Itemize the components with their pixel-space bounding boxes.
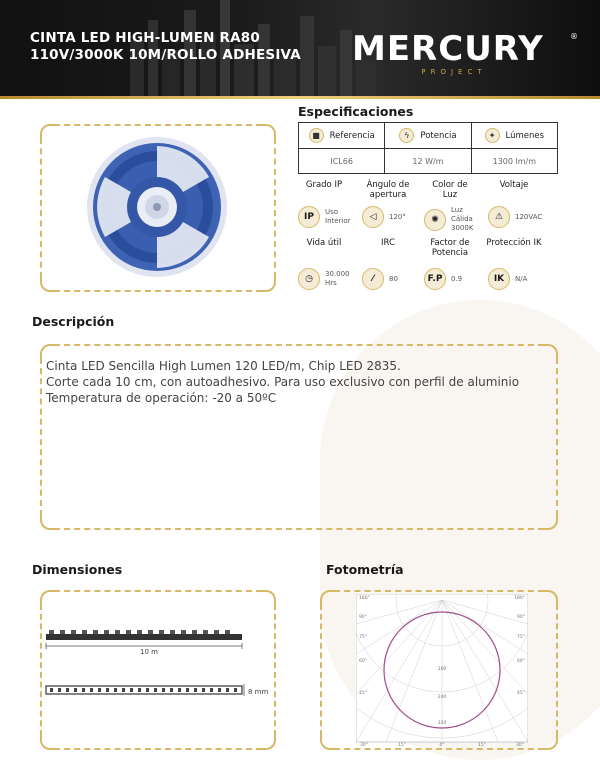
angle-label: 60° [517,659,525,664]
spec-value: 12 W/m [384,149,470,173]
light-color-icon: ✺ [424,209,446,231]
description-text [46,358,546,406]
attribute-value: 80 [389,274,398,283]
angle-label: 0° [439,743,445,746]
attribute-value-group [424,206,473,233]
led-reel-image [84,134,230,280]
spec-header-row [299,123,557,148]
attribute-label: Ángulo de apertura [366,180,410,200]
photometry-heading: Fotometría [326,562,404,577]
product-image-frame [40,124,276,292]
attribute-value-group [488,268,527,290]
attribute-label: Voltaje [499,180,529,190]
description-line: Cinta LED Sencilla High Lumen 120 LED/m, Chip LED 2835. [46,359,401,373]
specs-heading: Especificaciones [298,104,414,119]
attribute-label: Factor de Potencia [430,238,470,258]
registered-mark: ® [570,32,578,41]
spec-header-power [384,123,470,148]
bulb-icon: ✦ [485,128,500,143]
intensity-label: 320 [437,721,447,726]
attribute-value: 120VAC [515,212,543,221]
attribute-value: 30.000 Hrs [325,270,350,287]
angle-label: 15° [398,743,406,746]
angle-label: 45° [517,691,525,696]
spec-value-row [299,148,557,173]
length-label: 10 m [140,648,158,656]
spec-header-reference [299,123,384,148]
angle-label: 75° [517,635,525,640]
spec-label: Potencia [420,130,457,141]
attribute-label: Grado IP [305,180,343,190]
intensity-label: 240 [437,695,447,700]
attribute-label: Vida útil [306,238,342,248]
angle-label: 45° [359,691,367,696]
attribute-value-group [298,268,350,290]
cri-icon: ⁄ [362,268,384,290]
attribute-value-group [362,206,406,228]
angle-label: 90° [517,615,525,620]
attribute-value: Luz Cálida 3000K [451,206,474,232]
ip-rating-icon: IP [298,206,320,228]
attribute-label: Protección IK [486,238,542,248]
angle-label: 75° [359,635,367,640]
lightning-icon: ϟ [399,128,414,143]
spec-value: ICL66 [330,156,353,166]
spec-label: Referencia [329,130,375,141]
beam-angle-icon: ◁ [362,206,384,228]
dimensions-heading: Dimensiones [32,562,123,577]
spec-header-lumens [471,123,557,148]
ik-protection-icon: IK [488,268,510,290]
voltage-icon: ⚠ [488,206,510,228]
spec-label: Lúmenes [505,130,545,141]
spec-table [298,122,558,174]
polar-diagram [356,594,528,746]
angle-label: 180° [514,596,525,601]
attribute-value-group [488,206,542,228]
attribute-value: Uso Interior [325,208,351,225]
lifespan-icon: ◷ [298,268,320,290]
brand-subtitle: PROJECT [421,68,487,76]
description-line: Temperatura de operación: -20 a 50ºC [46,391,277,405]
attribute-value: 0.9 [451,274,463,283]
title-line-1: CINTA LED HIGH-LUMEN RA80 [30,30,260,46]
spec-value: 1300 lm/m [471,149,557,173]
attribute-value-group [424,268,462,290]
brand-logo [348,30,580,84]
angle-label: 30° [516,743,524,746]
attribute-label: IRC [381,238,395,248]
angle-label: 90° [359,615,367,620]
description-heading: Descripción [32,314,115,329]
intensity-label: 160 [437,667,447,672]
product-title [30,30,301,64]
lock-icon: ■ [309,128,324,143]
brand-wordmark: MERCURY [352,29,544,69]
attribute-value-group [298,206,351,228]
width-label: 8 mm [248,688,269,696]
header-gold-rule [0,96,600,99]
angle-label: 180° [359,596,370,601]
header-banner [0,0,600,96]
attribute-value: N/A [515,274,528,283]
description-line: Corte cada 10 cm, con autoadhesivo. Para uso exclusivo con perfil de aluminio [46,375,520,389]
angle-label: 30° [360,743,368,746]
angle-label: 15° [478,743,486,746]
attribute-value: 120° [389,212,406,221]
attribute-value-group [362,268,398,290]
power-factor-icon: F.P [424,268,446,290]
title-line-2: 110V/3000K 10M/ROLLO ADHESIVA [30,47,301,63]
attribute-label: Color de Luz [432,180,468,200]
strip-dimension-drawing [40,622,276,712]
angle-label: 60° [359,659,367,664]
